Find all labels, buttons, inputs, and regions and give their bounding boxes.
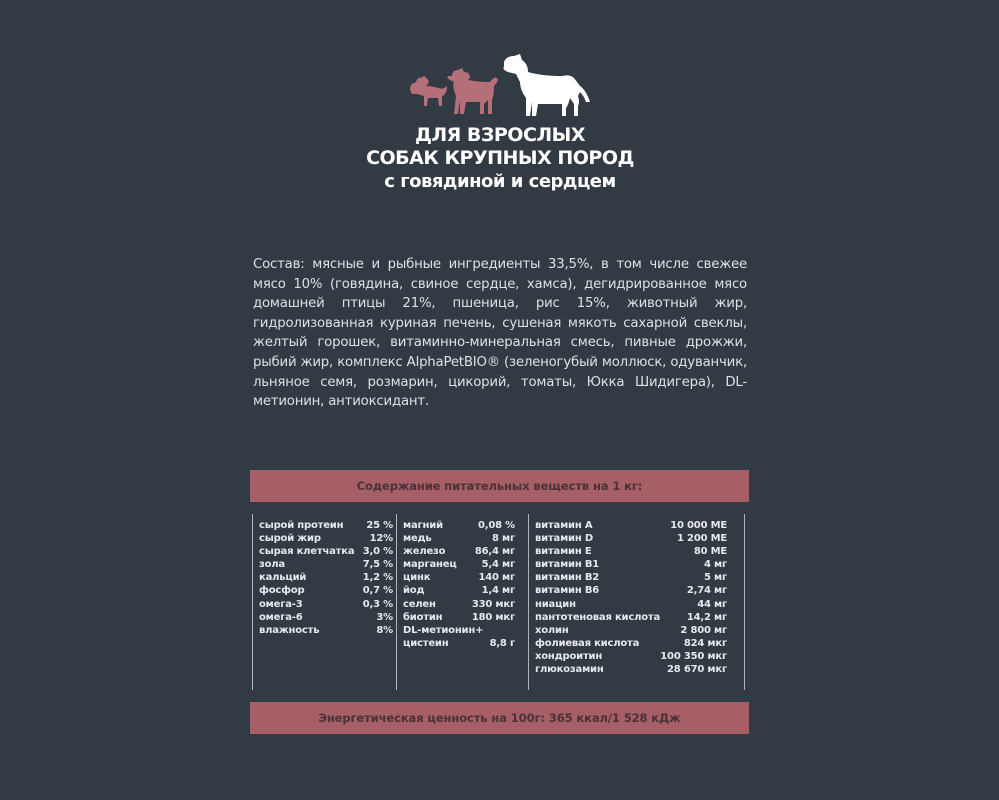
nutrient-row xyxy=(259,519,393,532)
nutrient-name: витамин Е xyxy=(535,546,592,558)
nutrient-name: зола xyxy=(259,559,285,571)
energy-value: Энергетическая ценность на 100г: 365 ккал/1 528 кДж xyxy=(250,702,749,734)
nutrient-row xyxy=(259,545,393,558)
nutrient-name: влажность xyxy=(259,624,320,636)
nutrient-value: 1 200 МЕ xyxy=(677,533,727,545)
nutrient-name: магний xyxy=(403,520,443,531)
nutrient-name: цистеин xyxy=(403,637,449,649)
nutrient-row xyxy=(403,519,515,532)
nutrient-row xyxy=(535,545,727,558)
nutrient-value: 3,0 % xyxy=(362,546,393,558)
nutrient-row xyxy=(259,598,393,611)
nutrient-value: 28 670 мкг xyxy=(667,664,727,676)
nutrient-name: биотин xyxy=(403,611,443,623)
nutrient-row xyxy=(535,611,727,624)
nutrient-value: 1,2 % xyxy=(362,572,393,584)
nutrient-name: железо xyxy=(403,546,446,558)
nutrient-name: омега-6 xyxy=(259,611,303,623)
nutrient-value: 25 % xyxy=(366,520,393,531)
nutrients-column-3 xyxy=(528,514,727,690)
nutrient-name: фосфор xyxy=(259,585,305,597)
nutrient-name: фолиевая кислота xyxy=(535,637,640,649)
nutrient-name: сырой жир xyxy=(259,533,321,545)
nutrient-row xyxy=(403,545,515,558)
nutrient-row xyxy=(259,584,393,597)
nutrient-value: 80 МЕ xyxy=(693,546,727,558)
dog-size-icons xyxy=(400,48,600,120)
nutrient-value: 8% xyxy=(376,624,393,636)
nutrient-row xyxy=(403,571,515,584)
nutrient-value: 12% xyxy=(369,533,393,545)
nutrient-name: глюкозамин xyxy=(535,664,604,676)
nutrient-name: холин xyxy=(535,624,569,636)
nutrient-row xyxy=(535,571,727,584)
nutrient-row xyxy=(535,598,727,611)
nutrients-column-1 xyxy=(252,514,393,690)
nutrient-value: 2,74 мг xyxy=(686,585,727,597)
nutrient-row xyxy=(403,611,515,624)
nutrient-name: цинк xyxy=(403,572,431,584)
nutrient-name: йод xyxy=(403,585,425,597)
nutrient-row xyxy=(403,637,515,650)
nutrient-value: 3% xyxy=(376,611,393,623)
nutrient-value: 140 мг xyxy=(478,572,515,584)
nutrient-value: 0,7 % xyxy=(362,585,393,597)
nutrient-row xyxy=(535,650,727,663)
nutrient-value: 8,8 г xyxy=(489,637,515,649)
nutrient-name: ниацин xyxy=(535,598,576,610)
small-dog-icon xyxy=(410,76,447,106)
nutrient-row xyxy=(259,558,393,571)
nutrient-row xyxy=(403,624,515,637)
nutrient-row xyxy=(403,584,515,597)
nutrient-name: марганец xyxy=(403,559,457,571)
nutrient-value: 0,08 % xyxy=(478,520,515,531)
medium-dog-icon xyxy=(447,68,498,114)
nutrient-row xyxy=(403,558,515,571)
nutrient-row xyxy=(535,624,727,637)
title-line-3: с говядиной и сердцем xyxy=(384,171,616,192)
nutrient-row xyxy=(535,663,727,676)
nutrient-value: 5,4 мг xyxy=(481,559,515,571)
nutrient-row xyxy=(259,611,393,624)
nutrient-name: медь xyxy=(403,533,432,545)
nutrient-row xyxy=(535,558,727,571)
nutrient-value: 0,3 % xyxy=(362,598,393,610)
nutrient-value: 4 мг xyxy=(703,559,727,571)
nutrient-name: витамин В1 xyxy=(535,559,600,571)
nutrient-row xyxy=(403,598,515,611)
nutrient-value: 824 мкг xyxy=(683,637,727,649)
nutrient-row xyxy=(535,532,727,545)
nutrient-value: 14,2 мг xyxy=(686,611,727,623)
nutrient-value: 7,5 % xyxy=(362,559,393,571)
nutrient-row xyxy=(535,637,727,650)
nutrient-value: 2 800 мг xyxy=(680,624,727,636)
nutrients-column-2 xyxy=(396,514,515,690)
title-line-1: ДЛЯ ВЗРОСЛЫХ xyxy=(414,124,586,146)
large-dog-icon xyxy=(504,54,591,116)
composition-text: Состав: мясные и рыбные ингредиенты 33,5%, в том числе свежее мясо 10% (говядина, свиное сердце, хамса), дегидрированное мясо домашней птицы 21%, пшеница, рис 15%, животный жир, гидролизованная куриная печень, сушеная мякоть сахарной свеклы, желтый горошек, витаминно-минеральная смесь, пивные дрожжи, рыбий жир, комплекс AlphaPetBIO® (зеленогубый моллюск, одуванчик, льняное семя, розмарин, цикорий, томаты, Юкка Шидигера), DL-метионин, антиоксидант. xyxy=(253,257,747,410)
nutrient-name: пантотеновая кислота xyxy=(535,611,661,623)
nutrient-row xyxy=(259,532,393,545)
nutrient-value: 8 мг xyxy=(491,533,515,545)
nutrient-row xyxy=(259,624,393,637)
nutrient-value: 330 мкг xyxy=(471,598,515,610)
nutrient-value: 1,4 мг xyxy=(481,585,515,597)
nutrient-value: 180 мкг xyxy=(471,611,515,623)
nutrient-value: 10 000 МЕ xyxy=(670,520,727,531)
nutrient-name: сырая клетчатка xyxy=(259,546,355,558)
nutrient-row xyxy=(535,519,727,532)
nutrient-value: 100 350 мкг xyxy=(660,650,727,662)
nutrients-header: Содержание питательных веществ на 1 кг: xyxy=(250,470,749,502)
nutrient-name: омега-3 xyxy=(259,598,303,610)
nutrient-row xyxy=(259,571,393,584)
nutrient-name: витамин В6 xyxy=(535,585,600,597)
nutrient-name: витамин А xyxy=(535,520,593,531)
table-right-border xyxy=(744,514,745,690)
nutrient-row xyxy=(535,584,727,597)
product-title xyxy=(300,124,700,193)
nutrient-row xyxy=(403,532,515,545)
nutrient-name: сырой протеин xyxy=(259,520,344,531)
nutrient-value: 44 мг xyxy=(697,598,727,610)
nutrient-value: 5 мг xyxy=(703,572,727,584)
nutrient-name: хондроитин xyxy=(535,650,603,662)
nutrient-name: кальций xyxy=(259,572,307,584)
nutrient-name: селен xyxy=(403,598,436,610)
nutrient-name: витамин В2 xyxy=(535,572,600,584)
title-line-2: СОБАК КРУПНЫХ ПОРОД xyxy=(366,147,634,169)
nutrient-value: 86,4 мг xyxy=(474,546,515,558)
nutrient-name: витамин D xyxy=(535,533,593,545)
nutrient-name: DL-метионин+ xyxy=(403,624,484,636)
